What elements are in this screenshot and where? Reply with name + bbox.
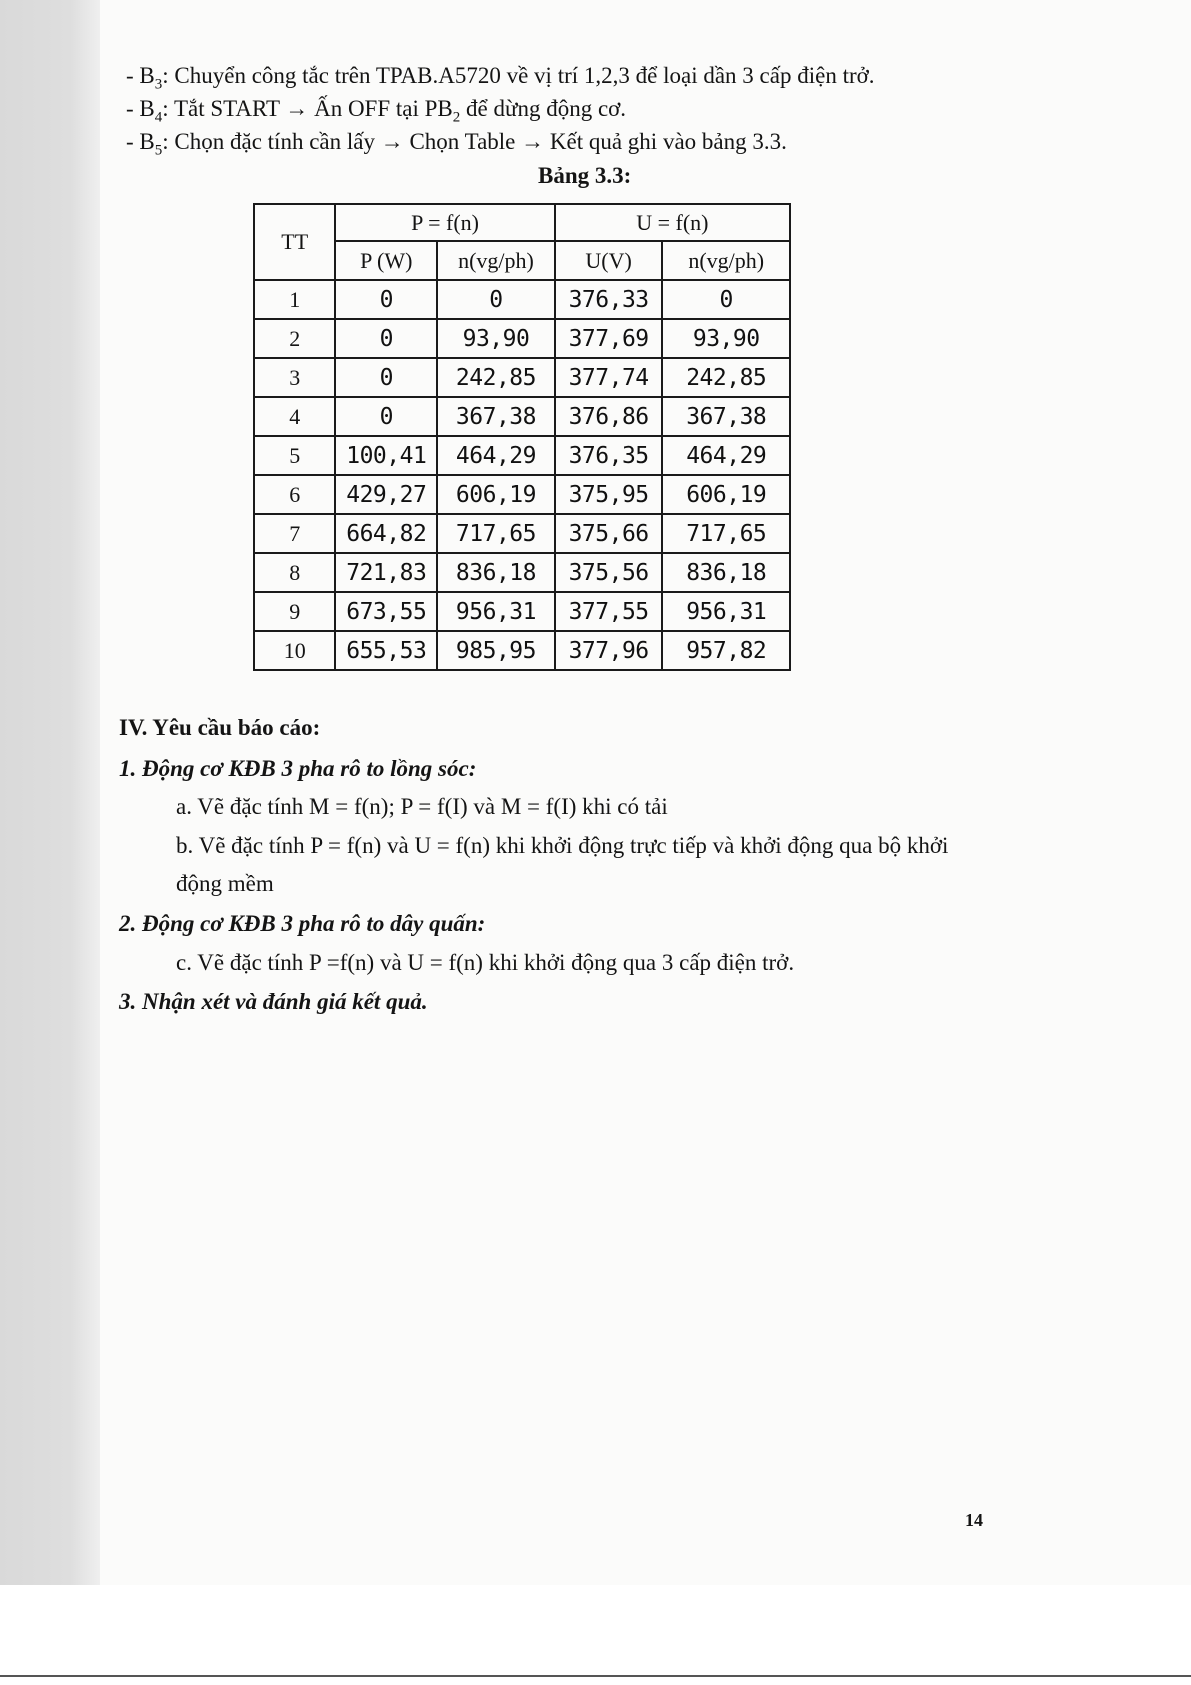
step-dash: - — [126, 63, 140, 88]
cell-p: 655,53 — [335, 631, 437, 670]
cell-n1: 242,85 — [437, 358, 555, 397]
row-tt: 5 — [254, 436, 335, 475]
group-header-u: U = f(n) — [555, 204, 790, 241]
row-tt: 8 — [254, 553, 335, 592]
cell-p: 429,27 — [335, 475, 437, 514]
cell-n2: 367,38 — [662, 397, 790, 436]
cell-u: 376,33 — [555, 280, 663, 319]
cell-n1: 367,38 — [437, 397, 555, 436]
col-header-u: U(V) — [555, 241, 663, 280]
cell-n2: 0 — [662, 280, 790, 319]
row-tt: 7 — [254, 514, 335, 553]
table-row — [254, 280, 790, 319]
step-dash: - — [126, 96, 140, 121]
item-a: a. Vẽ đặc tính M = f(n); P = f(I) và M = f(I) khi có tải — [176, 794, 668, 819]
table-header-row — [254, 204, 790, 241]
step-b5-label: B — [139, 129, 155, 154]
tt-header: TT — [254, 204, 335, 280]
cell-p: 0 — [335, 358, 437, 397]
table-row — [254, 553, 790, 592]
table-caption: Bảng 3.3: — [538, 163, 632, 188]
row-tt: 3 — [254, 358, 335, 397]
cell-p: 0 — [335, 319, 437, 358]
cell-n1: 0 — [437, 280, 555, 319]
cell-p: 673,55 — [335, 592, 437, 631]
cell-n1: 606,19 — [437, 475, 555, 514]
col-header-n1: n(vg/ph) — [437, 241, 555, 280]
cell-n1: 836,18 — [437, 553, 555, 592]
row-tt: 9 — [254, 592, 335, 631]
step-b4-text2: để dừng động cơ. — [460, 96, 627, 121]
cell-p: 664,82 — [335, 514, 437, 553]
step-b3-sub: 3 — [154, 76, 163, 93]
col-header-n2: n(vg/ph) — [662, 241, 790, 280]
section-1-title: 1. Động cơ KĐB 3 pha rô to lồng sóc: — [119, 756, 477, 781]
table-row — [254, 631, 790, 670]
scan-bottom-margin — [0, 1585, 1191, 1685]
cell-n1: 93,90 — [437, 319, 555, 358]
cell-u: 375,95 — [555, 475, 663, 514]
group-header-p: P = f(n) — [335, 204, 554, 241]
table-row — [254, 358, 790, 397]
cell-p: 721,83 — [335, 553, 437, 592]
cell-u: 377,74 — [555, 358, 663, 397]
cell-u: 377,69 — [555, 319, 663, 358]
table-row — [254, 514, 790, 553]
step-b5 — [126, 128, 787, 165]
step-b4-text: : Tắt START → Ấn OFF tại PB — [162, 96, 453, 121]
cell-n2: 464,29 — [662, 436, 790, 475]
row-tt: 2 — [254, 319, 335, 358]
step-b4-sub2: 2 — [452, 109, 461, 126]
table-row — [254, 397, 790, 436]
cell-p: 100,41 — [335, 436, 437, 475]
step-b5-text: : Chọn đặc tính cần lấy → Chọn Table → Kết quả ghi vào bảng 3.3. — [162, 129, 787, 154]
step-b3-text: : Chuyển công tắc trên TPAB.A5720 về vị trí 1,2,3 để loại dần 3 cấp điện trở. — [162, 63, 875, 88]
step-b3-label: B — [139, 63, 155, 88]
section-3-title: 3. Nhận xét và đánh giá kết quả. — [119, 989, 428, 1014]
item-b-line2: động mềm — [176, 871, 274, 896]
cell-n1: 717,65 — [437, 514, 555, 553]
step-b4 — [126, 95, 626, 132]
step-b4-sub: 4 — [154, 109, 163, 126]
cell-n2: 606,19 — [662, 475, 790, 514]
row-tt: 4 — [254, 397, 335, 436]
cell-n2: 93,90 — [662, 319, 790, 358]
scan-left-shadow — [0, 0, 100, 1585]
scan-bottom-rule — [0, 1675, 1191, 1677]
cell-n1: 464,29 — [437, 436, 555, 475]
cell-p: 0 — [335, 397, 437, 436]
table-row — [254, 436, 790, 475]
row-tt: 10 — [254, 631, 335, 670]
cell-n2: 957,82 — [662, 631, 790, 670]
table-row — [254, 475, 790, 514]
cell-u: 376,86 — [555, 397, 663, 436]
row-tt: 1 — [254, 280, 335, 319]
step-dash: - — [126, 129, 140, 154]
table-row — [254, 319, 790, 358]
cell-u: 377,96 — [555, 631, 663, 670]
cell-u: 375,66 — [555, 514, 663, 553]
table-row — [254, 592, 790, 631]
cell-n2: 717,65 — [662, 514, 790, 553]
step-b5-sub: 5 — [154, 142, 163, 159]
data-table — [253, 203, 791, 671]
cell-u: 375,56 — [555, 553, 663, 592]
step-b4-label: B — [139, 96, 155, 121]
report-heading: IV. Yêu cầu báo cáo: — [119, 715, 321, 740]
cell-p: 0 — [335, 280, 437, 319]
cell-u: 377,55 — [555, 592, 663, 631]
step-b3 — [126, 62, 875, 99]
col-header-p: P (W) — [335, 241, 437, 280]
table-body — [254, 280, 790, 670]
item-b-line1: b. Vẽ đặc tính P = f(n) và U = f(n) khi khởi động trực tiếp và khởi động qua bộ khởi — [176, 833, 949, 858]
page-number: 14 — [965, 1510, 983, 1530]
cell-n2: 836,18 — [662, 553, 790, 592]
cell-n1: 956,31 — [437, 592, 555, 631]
section-2-title: 2. Động cơ KĐB 3 pha rô to dây quấn: — [119, 911, 486, 936]
cell-n2: 956,31 — [662, 592, 790, 631]
cell-u: 376,35 — [555, 436, 663, 475]
row-tt: 6 — [254, 475, 335, 514]
cell-n2: 242,85 — [662, 358, 790, 397]
cell-n1: 985,95 — [437, 631, 555, 670]
item-c: c. Vẽ đặc tính P =f(n) và U = f(n) khi khởi động qua 3 cấp điện trở. — [176, 950, 795, 975]
